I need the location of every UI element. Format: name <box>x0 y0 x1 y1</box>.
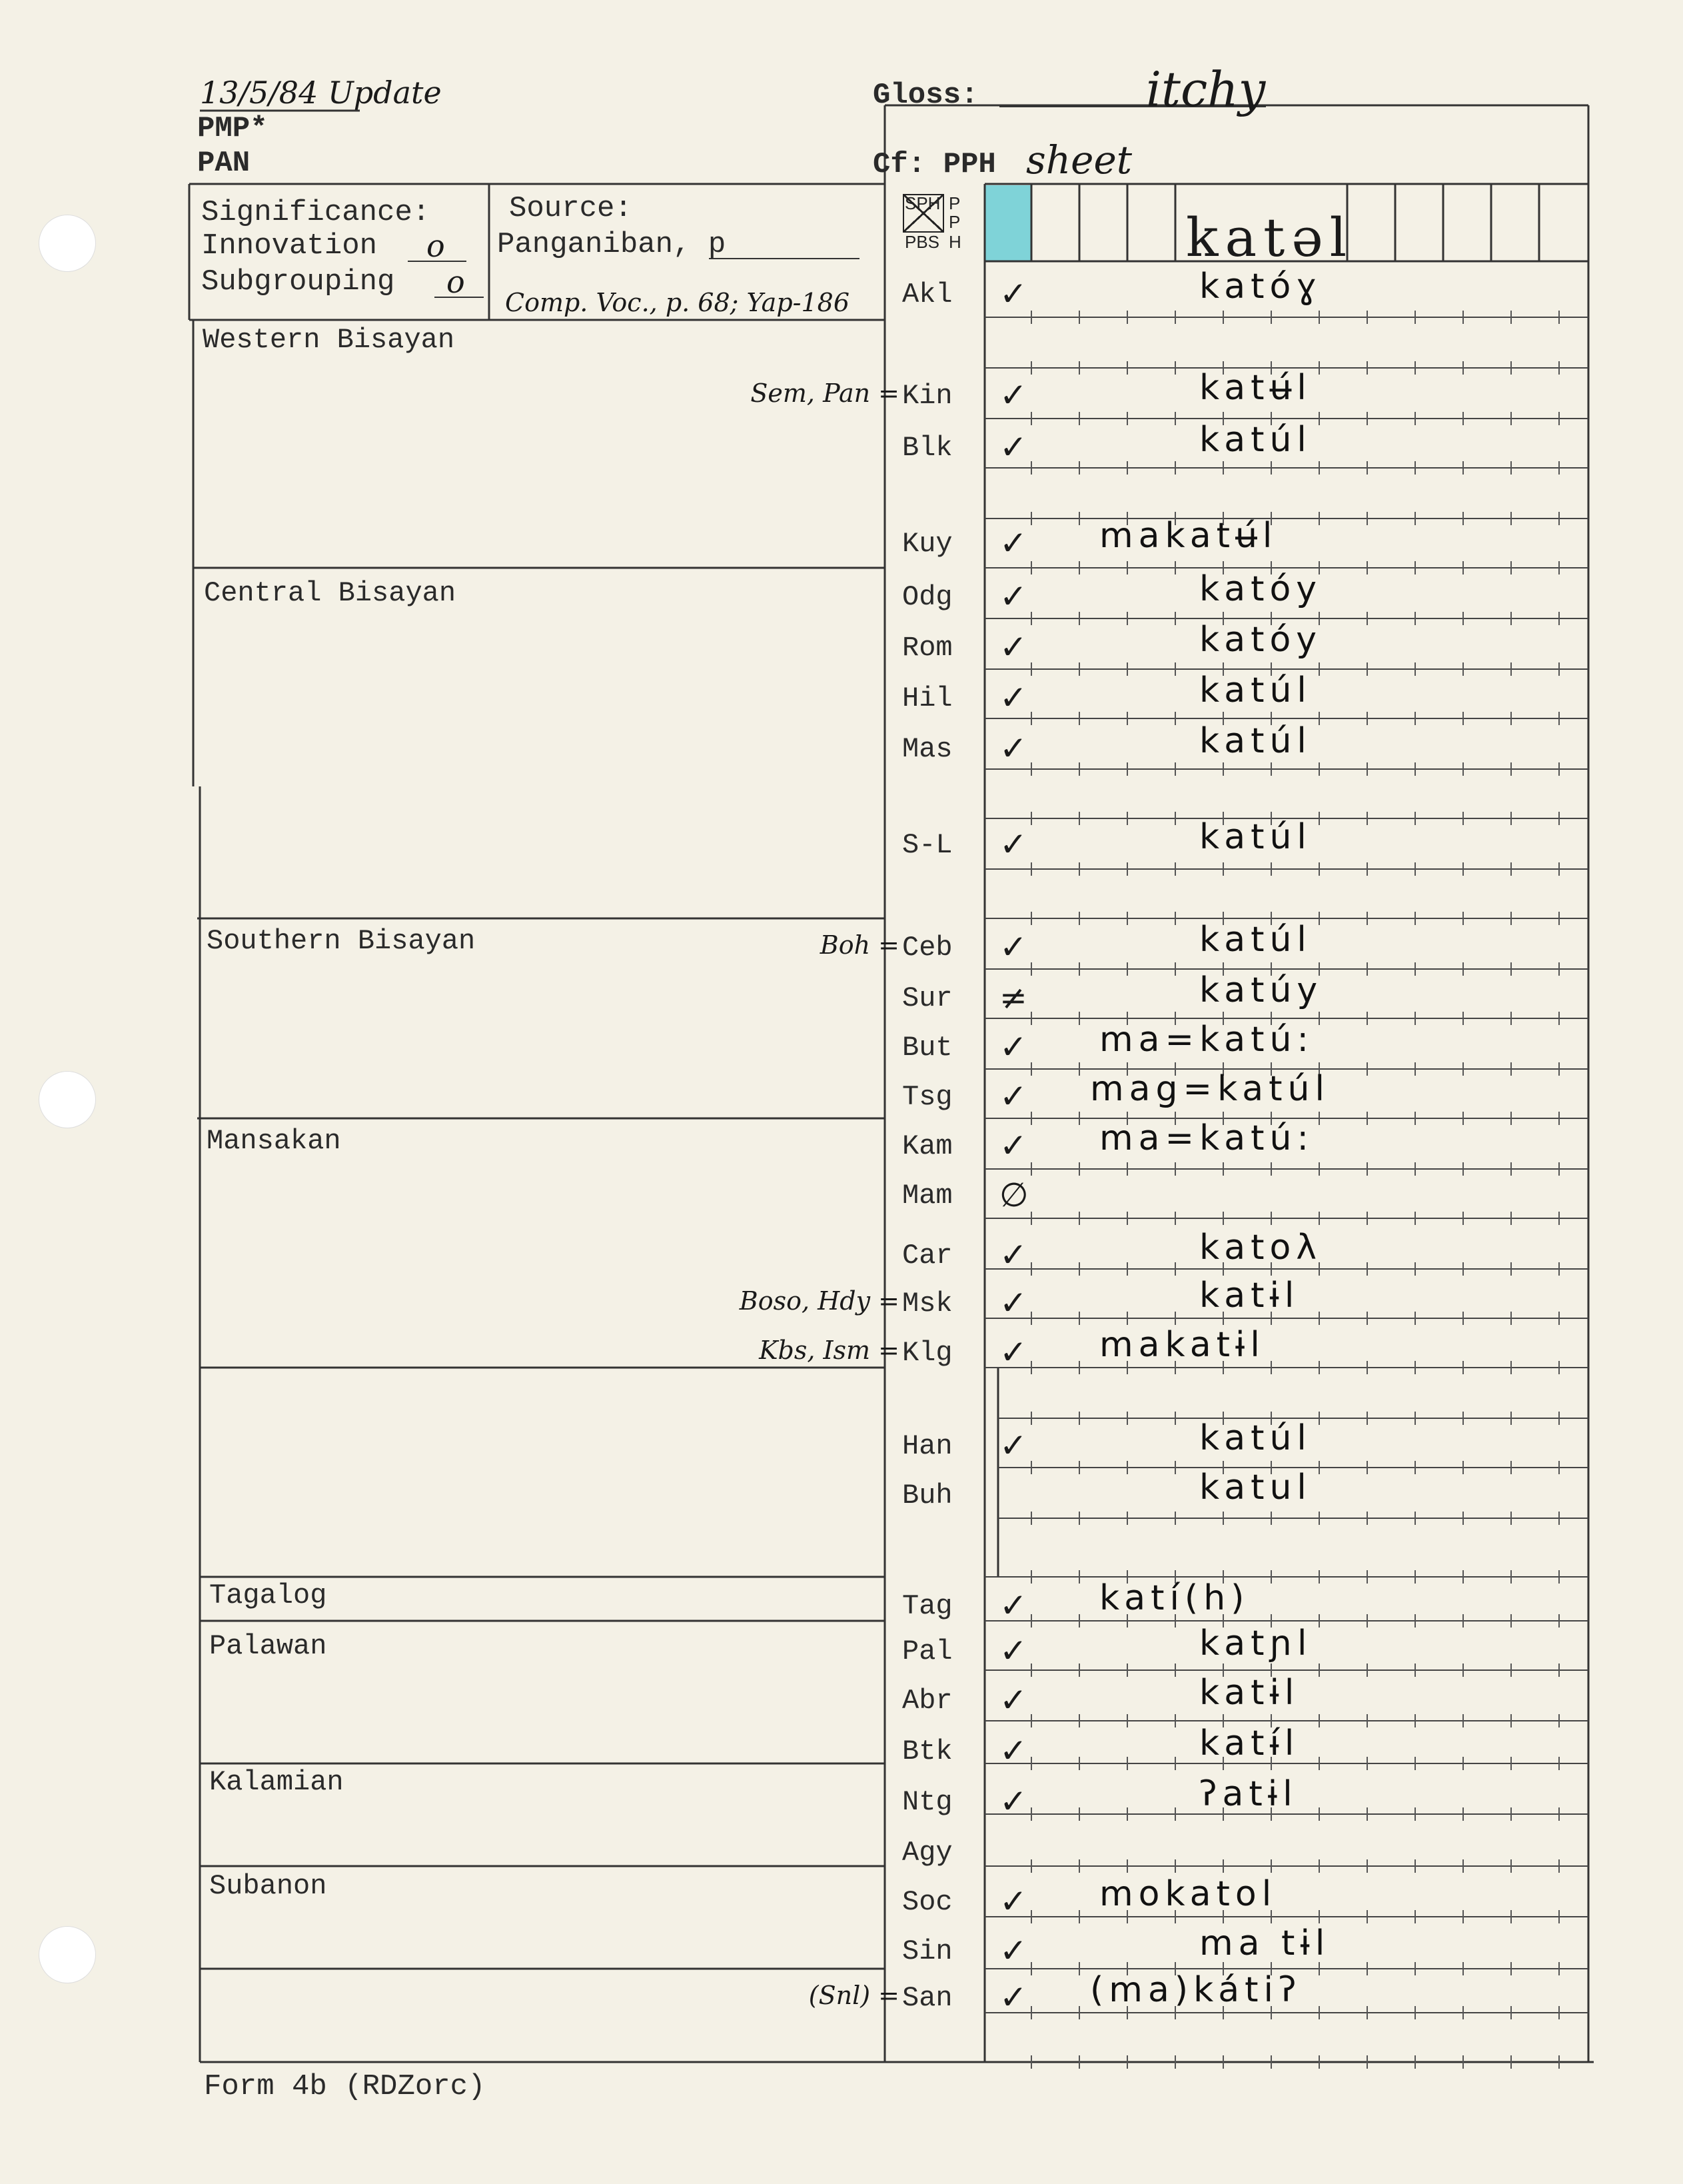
update-date: 13/5/84 Update <box>200 75 442 111</box>
cognate-mark: ✓ <box>999 729 1027 768</box>
reflex-form: katí(h) <box>1099 1578 1250 1618</box>
reflex-form: katoλ <box>1199 1228 1323 1268</box>
cognate-mark: ✓ <box>999 1731 1027 1770</box>
reflex-form: katɨ́l <box>1199 1723 1300 1763</box>
language-code: Ceb <box>902 932 953 964</box>
cognate-mark: ✓ <box>999 524 1027 562</box>
reflex-form: katɨl <box>1199 1673 1300 1713</box>
subgrouping-value: o <box>446 264 465 300</box>
language-code: Mas <box>902 733 953 765</box>
cognate-mark: ✓ <box>999 376 1027 415</box>
group-western-bisayan: Western Bisayan <box>203 324 455 356</box>
reflex-form: ma=katú: <box>1099 1118 1315 1158</box>
gloss-label: Gloss: <box>873 79 979 112</box>
cognate-mark: ✓ <box>999 428 1027 467</box>
reflex-form: makatʉ́l <box>1099 516 1278 556</box>
language-code: Buh <box>902 1480 953 1512</box>
language-code: Kam <box>902 1130 953 1162</box>
cognate-mark: ✓ <box>999 1028 1027 1066</box>
group-palawan: Palawan <box>209 1630 327 1662</box>
cognate-mark: ✓ <box>999 1586 1027 1625</box>
reflex-form: katɲl <box>1199 1624 1313 1663</box>
subgrouping-label: Subgrouping <box>201 265 395 299</box>
reflex-form: katúl <box>1199 670 1312 710</box>
equivalence-note: Sem, Pan = <box>750 379 899 408</box>
group-tagalog: Tagalog <box>209 1580 327 1612</box>
language-code: Sur <box>902 982 953 1014</box>
cognate-mark: ✓ <box>999 678 1027 717</box>
reflex-form: katóɣ <box>1199 267 1323 307</box>
reflex-form: katɨl <box>1199 1276 1300 1316</box>
reflex-form: katúy <box>1199 970 1323 1010</box>
language-code: Kin <box>902 380 953 412</box>
group-mansakan: Mansakan <box>207 1125 341 1157</box>
reflex-form: katúl <box>1199 420 1312 460</box>
group-kalamian: Kalamian <box>209 1766 344 1798</box>
language-code: Mam <box>902 1180 953 1212</box>
reflex-form: katúl <box>1199 721 1312 761</box>
cognate-mark: ✓ <box>999 825 1027 864</box>
reflex-form: katóy <box>1199 620 1323 660</box>
language-code: Blk <box>902 432 953 464</box>
innovation-label: Innovation <box>201 229 378 263</box>
language-code: Soc <box>902 1886 953 1918</box>
code-pbs: PBS <box>905 232 940 252</box>
reflex-form: katúl <box>1199 920 1312 960</box>
language-code: Msk <box>902 1288 953 1320</box>
innovation-value: o <box>426 228 445 264</box>
cognate-mark: ✓ <box>999 1882 1027 1921</box>
cognate-mark: ✓ <box>999 628 1027 666</box>
pan-label: PAN <box>197 147 251 180</box>
language-code: Agy <box>902 1837 953 1869</box>
cf-value: sheet <box>1026 137 1133 183</box>
cognate-mark: ∅ <box>999 1176 1029 1214</box>
cognate-mark: ✓ <box>999 1077 1027 1116</box>
cognate-mark: ✓ <box>999 1681 1027 1719</box>
form-id: Form 4b (RDZorc) <box>204 2070 486 2103</box>
group-southern-bisayan: Southern Bisayan <box>207 925 476 957</box>
reflex-form: mokatol <box>1099 1874 1277 1914</box>
code-h: H <box>949 232 961 252</box>
group-central-bisayan: Central Bisayan <box>204 577 456 609</box>
cf-label: Cf: PPH <box>873 148 996 181</box>
source-reference: Comp. Voc., p. 68; Yap-186 <box>505 288 850 317</box>
source-label: Source: <box>509 192 632 225</box>
significance-title: Significance: <box>201 196 430 229</box>
reflex-form: ma tɨl <box>1199 1923 1331 1963</box>
language-code: Kuy <box>902 528 953 560</box>
language-code: Tsg <box>902 1081 953 1113</box>
code-sph: SPH <box>905 193 941 213</box>
cognate-mark: ✓ <box>999 1978 1027 2017</box>
cognate-mark: ✓ <box>999 1426 1027 1465</box>
source-name: Panganiban, p <box>497 228 726 261</box>
equivalence-note: Boso, Hdy = <box>739 1286 899 1316</box>
language-code: Odg <box>902 581 953 613</box>
reflex-form: mag=katúl <box>1090 1069 1330 1109</box>
cognate-mark: ✓ <box>999 1931 1027 1970</box>
reflex-form: ma=katú: <box>1099 1020 1315 1060</box>
group-subanon: Subanon <box>209 1870 327 1902</box>
language-code: Car <box>902 1240 953 1272</box>
reflex-form: makatɨl <box>1099 1325 1265 1365</box>
language-code: S-L <box>902 829 953 861</box>
header-codes <box>902 193 962 257</box>
reflex-form: katul <box>1199 1468 1312 1508</box>
equivalence-note: Boh = <box>820 930 899 960</box>
cognate-mark: ✓ <box>999 1782 1027 1821</box>
reflex-form: ʔatɨl <box>1199 1774 1298 1814</box>
language-code: But <box>902 1032 953 1064</box>
code-p2: P <box>949 212 961 232</box>
language-code: Pal <box>902 1636 953 1667</box>
language-code: Han <box>902 1430 953 1462</box>
reflex-form: (ma)kátiʔ <box>1090 1970 1302 2010</box>
pmp-label: PMP* <box>197 112 268 145</box>
language-code: Btk <box>902 1735 953 1767</box>
code-p1: P <box>949 193 961 213</box>
language-code: San <box>902 1982 953 2014</box>
cognate-mark: ✓ <box>999 1333 1027 1372</box>
equivalence-note: (Snl) = <box>808 1981 899 2010</box>
cross-out-icon <box>902 193 945 253</box>
cognate-mark: ✓ <box>999 1284 1027 1322</box>
language-code: Sin <box>902 1935 953 1967</box>
language-code: Akl <box>902 279 953 311</box>
equivalence-note: Kbs, Ism = <box>759 1336 899 1365</box>
language-code: Klg <box>902 1337 953 1369</box>
cognate-mark: ✓ <box>999 1632 1027 1670</box>
gloss-value: itchy <box>1146 61 1266 117</box>
reconstruction: katəl <box>1186 207 1354 269</box>
cognate-mark: ≠ <box>999 978 1027 1017</box>
language-code: Tag <box>902 1590 953 1622</box>
cognate-mark: ✓ <box>999 1236 1027 1274</box>
reflex-form: katʉ́l <box>1199 368 1312 408</box>
reflex-form: katóy <box>1199 569 1323 609</box>
language-code: Hil <box>902 682 953 714</box>
language-code: Abr <box>902 1685 953 1717</box>
reflex-form: katúl <box>1199 1418 1312 1458</box>
cognate-mark: ✓ <box>999 928 1027 966</box>
reflex-form: katúl <box>1199 817 1312 857</box>
language-code: Rom <box>902 632 953 664</box>
cognate-mark: ✓ <box>999 1126 1027 1165</box>
cognate-mark: ✓ <box>999 577 1027 616</box>
cognate-mark: ✓ <box>999 275 1027 313</box>
language-code: Ntg <box>902 1786 953 1818</box>
